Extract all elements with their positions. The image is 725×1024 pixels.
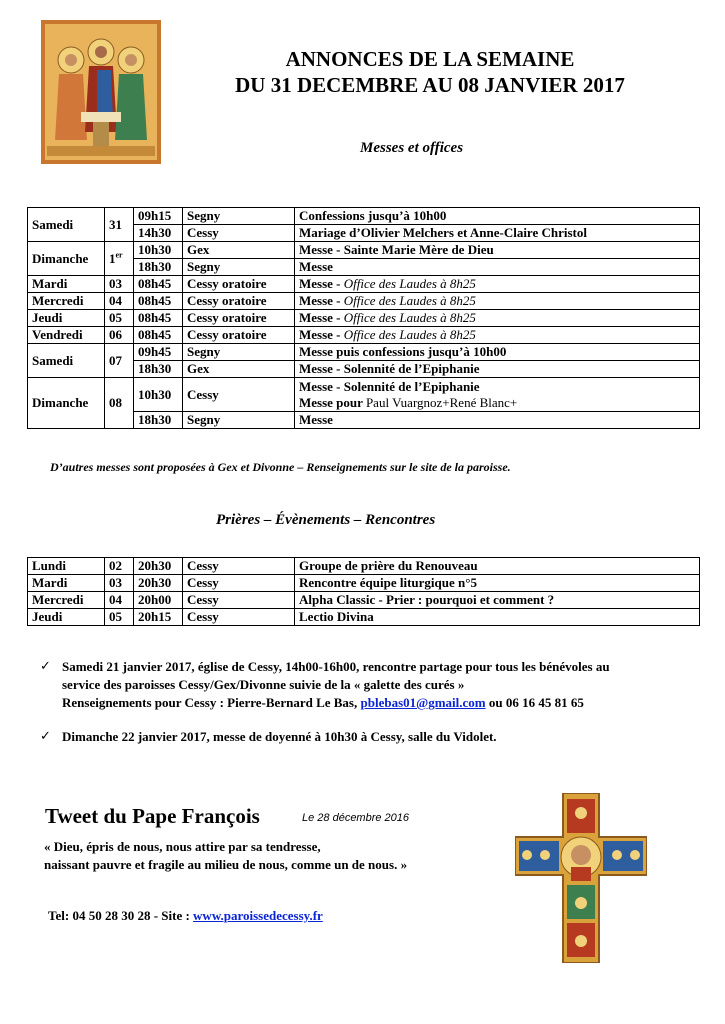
list-item [40,658,710,712]
day-cell: Dimanche [28,378,105,429]
desc-italic: Office des Laudes à 8h25 [343,327,476,342]
time-cell: 20h15 [134,609,183,626]
desc-cell: Messe [295,259,700,276]
prieres-heading: Prières – Évènements – Rencontres [216,512,436,528]
date-cell: 08 [105,378,134,429]
check-icon: ✓ [40,729,51,744]
date-cell: 03 [105,575,134,592]
table-row [28,558,700,575]
date-cell: 31 [105,208,134,242]
desc-bold: Messe - [299,293,344,308]
page-title-line1: ANNONCES DE LA SEMAINE [285,47,575,71]
desc-cell [295,276,700,293]
place-cell: Cessy oratoire [183,276,295,293]
date-cell: 05 [105,609,134,626]
desc-italic: Office des Laudes à 8h25 [343,276,476,291]
desc-cell: Confessions jusqu’à 10h00 [295,208,700,225]
table-row [28,344,700,361]
desc-line-2 [299,395,695,411]
date-cell: 05 [105,310,134,327]
contact-text: Renseignements pour Cessy : Pierre-Bernard Le Bas, [62,695,361,710]
place-cell: Segny [183,412,295,429]
date-cell: 02 [105,558,134,575]
place-cell: Cessy oratoire [183,310,295,327]
email-link[interactable]: pblebas01@gmail.com [360,695,486,710]
table-row [28,592,700,609]
date-cell: 04 [105,293,134,310]
place-cell: Cessy [183,225,295,242]
desc-cell [295,310,700,327]
table-row [28,293,700,310]
place-cell: Cessy [183,609,295,626]
table-row [28,310,700,327]
time-cell: 20h00 [134,592,183,609]
table-row [28,575,700,592]
place-cell: Cessy [183,558,295,575]
time-cell: 08h45 [134,310,183,327]
announcement-line [62,694,710,712]
tweet-date: Le 28 décembre 2016 [302,812,410,824]
desc-names: Paul Vuargnoz+René Blanc+ [365,394,518,410]
desc-italic: Office des Laudes à 8h25 [343,293,476,308]
quote-line: « Dieu, épris de nous, nous attire par sa tendresse, [44,839,321,854]
desc-cell: Messe puis confessions jusqu’à 10h00 [295,344,700,361]
desc-cell [295,293,700,310]
desc-cell: Messe [295,412,700,429]
list-item [40,728,710,746]
time-cell: 08h45 [134,293,183,310]
desc-line: Messe - Solennité de l’Epiphanie [299,378,480,394]
desc-cell [295,327,700,344]
day-cell: Jeudi [28,609,105,626]
place-cell: Cessy [183,592,295,609]
day-cell: Lundi [28,558,105,575]
prieres-table [27,557,700,626]
day-cell: Mardi [28,276,105,293]
day-cell: Jeudi [28,310,105,327]
date-number: 1 [109,250,116,266]
time-cell: 10h30 [134,378,183,412]
table-row [28,242,700,259]
table-row [28,208,700,225]
time-cell: 20h30 [134,558,183,575]
table-row [28,609,700,626]
page-title-line2: DU 31 DECEMBRE AU 08 JANVIER 2017 [235,73,625,97]
table-row [28,276,700,293]
messes-heading: Messes et offices [360,140,464,156]
phone-text: ou 06 16 45 81 65 [485,695,584,710]
cross-icon [515,793,647,963]
time-cell: 08h45 [134,276,183,293]
announcement-line: service des paroisses Cessy/Gex/Divonne suivie de la « galette des curés » [62,677,465,692]
place-cell: Gex [183,361,295,378]
desc-bold: Messe - [299,327,344,342]
place-cell: Segny [183,259,295,276]
desc-cell: Messe - Solennité de l’Epiphanie [295,361,700,378]
phone-label: Tel: 04 50 28 30 28 - Site : [48,908,194,923]
table-row [28,378,700,412]
time-cell: 09h15 [134,208,183,225]
announcement-line: Dimanche 22 janvier 2017, messe de doyenné à 10h30 à Cessy, salle du Vidolet. [62,729,497,744]
desc-cell: Mariage d’Olivier Melchers et Anne-Claire Christol [295,225,700,242]
date-superscript: er [115,250,123,260]
desc-cell: Rencontre équipe liturgique n°5 [295,575,700,592]
time-cell: 10h30 [134,242,183,259]
place-cell: Segny [183,208,295,225]
time-cell: 18h30 [134,361,183,378]
desc-bold: Messe pour [299,394,366,410]
place-cell: Cessy oratoire [183,327,295,344]
messes-table [27,207,700,429]
place-cell: Gex [183,242,295,259]
desc-italic: Office des Laudes à 8h25 [343,310,476,325]
time-cell: 18h30 [134,259,183,276]
tweet-quote [44,838,407,874]
quote-line: naissant pauvre et fragile au milieu de nous, comme un de nous. » [44,857,408,872]
day-cell: Samedi [28,344,105,378]
desc-bold: Messe - [299,276,344,291]
time-cell: 14h30 [134,225,183,242]
announcements [40,658,710,758]
time-cell: 08h45 [134,327,183,344]
time-cell: 18h30 [134,412,183,429]
trinity-icon [41,20,161,164]
day-cell: Dimanche [28,242,105,276]
date-cell: 03 [105,276,134,293]
tweet-title: Tweet du Pape François [45,804,260,828]
table-row [28,327,700,344]
check-icon: ✓ [40,659,51,674]
desc-cell: Lectio Divina [295,609,700,626]
site-link[interactable]: www.paroissedecessy.fr [193,908,323,923]
desc-cell: Messe - Sainte Marie Mère de Dieu [295,242,700,259]
desc-bold: Messe - [299,310,344,325]
day-cell: Vendredi [28,327,105,344]
day-cell: Samedi [28,208,105,242]
time-cell: 20h30 [134,575,183,592]
desc-cell [295,378,700,412]
date-cell: 04 [105,592,134,609]
place-cell: Cessy [183,575,295,592]
day-cell: Mardi [28,575,105,592]
messes-note: D’autres messes sont proposées à Gex et Divonne – Renseignements sur le site de la paroisse. [50,460,511,474]
day-cell: Mercredi [28,592,105,609]
time-cell: 09h45 [134,344,183,361]
desc-cell: Alpha Classic - Prier : pourquoi et comment ? [295,592,700,609]
date-cell: 06 [105,327,134,344]
announcement-line: Samedi 21 janvier 2017, église de Cessy, 14h00-16h00, rencontre partage pour tous les bénévoles au [62,659,610,674]
contact-line [48,908,323,924]
date-cell [105,242,134,276]
day-cell: Mercredi [28,293,105,310]
date-cell: 07 [105,344,134,378]
place-cell: Cessy [183,378,295,412]
place-cell: Segny [183,344,295,361]
place-cell: Cessy oratoire [183,293,295,310]
desc-cell: Groupe de prière du Renouveau [295,558,700,575]
